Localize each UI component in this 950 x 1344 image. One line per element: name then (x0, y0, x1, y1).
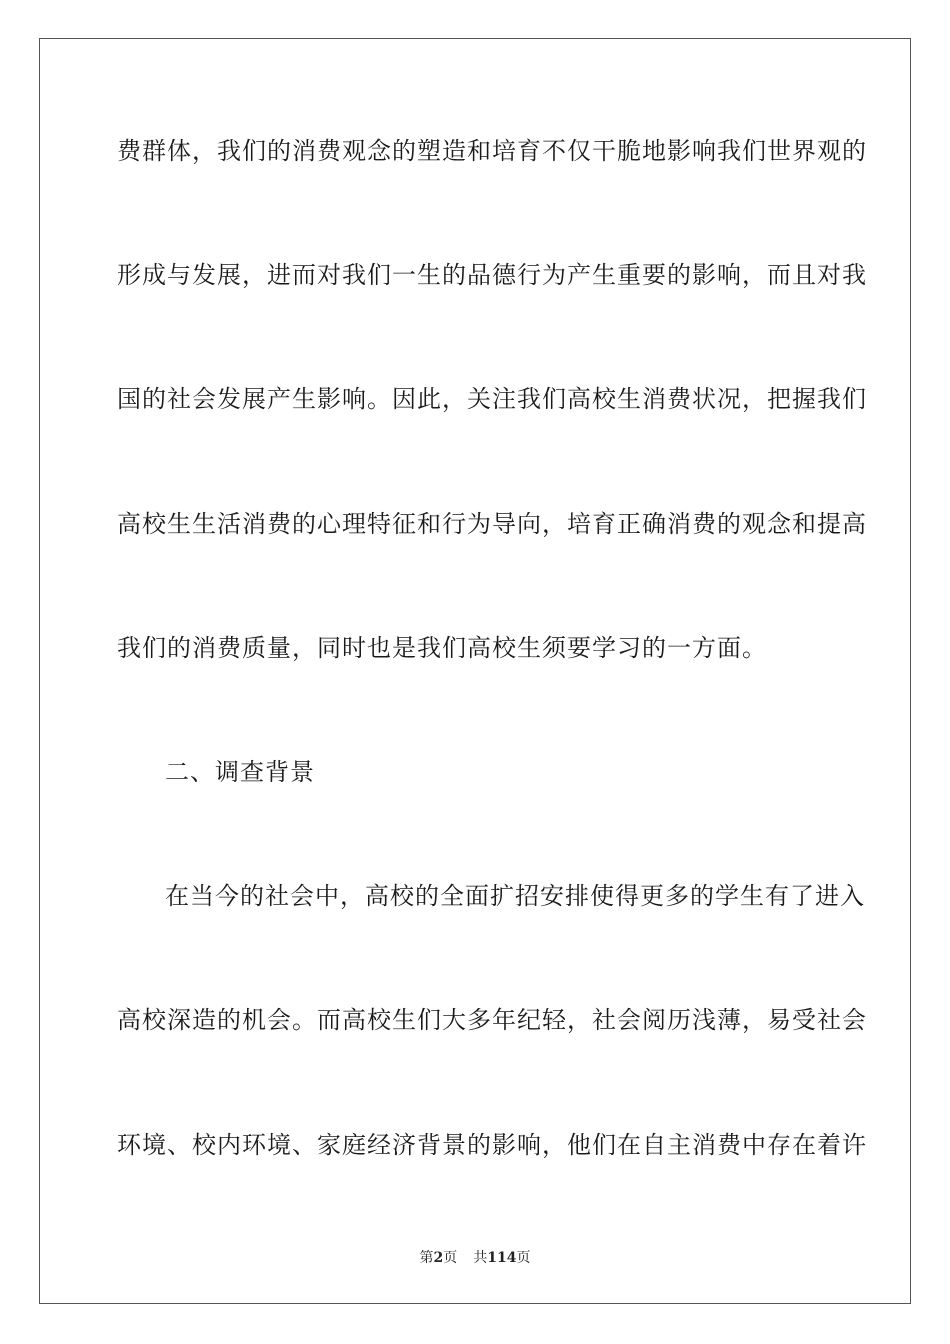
total-pages: 114 (487, 1250, 517, 1266)
section-heading: 二、调查背景 (165, 758, 315, 786)
section-line-3: 环境、校内环境、家庭经济背景的影响，他们在自主消费中存在着许 (117, 1131, 867, 1159)
body-line-5: 我们的消费质量，同时也是我们高校生须要学习的一方面。 (117, 634, 767, 662)
section-line-2: 高校深造的机会。而高校生们大多年纪轻，社会阅历浅薄，易受社会 (117, 1006, 867, 1034)
page-footer (0, 1249, 950, 1267)
total-prefix: 共 (473, 1250, 488, 1266)
body-line-3: 国的社会发展产生影响。因此，关注我们高校生消费状况，把握我们 (117, 385, 867, 413)
body-line-1: 费群体，我们的消费观念的塑造和培育不仅干脆地影响我们世界观的 (117, 137, 867, 165)
page-number: 2 (433, 1250, 444, 1266)
total-suffix: 页 (516, 1250, 531, 1266)
page-border (39, 38, 911, 1304)
page-prefix: 第 (419, 1250, 434, 1266)
page-suffix: 页 (443, 1250, 458, 1266)
body-line-2: 形成与发展，进而对我们一生的品德行为产生重要的影响，而且对我 (117, 261, 867, 289)
body-line-4: 高校生生活消费的心理特征和行为导向，培育正确消费的观念和提高 (117, 510, 867, 538)
section-line-1: 在当今的社会中，高校的全面扩招安排使得更多的学生有了进入 (165, 882, 865, 910)
